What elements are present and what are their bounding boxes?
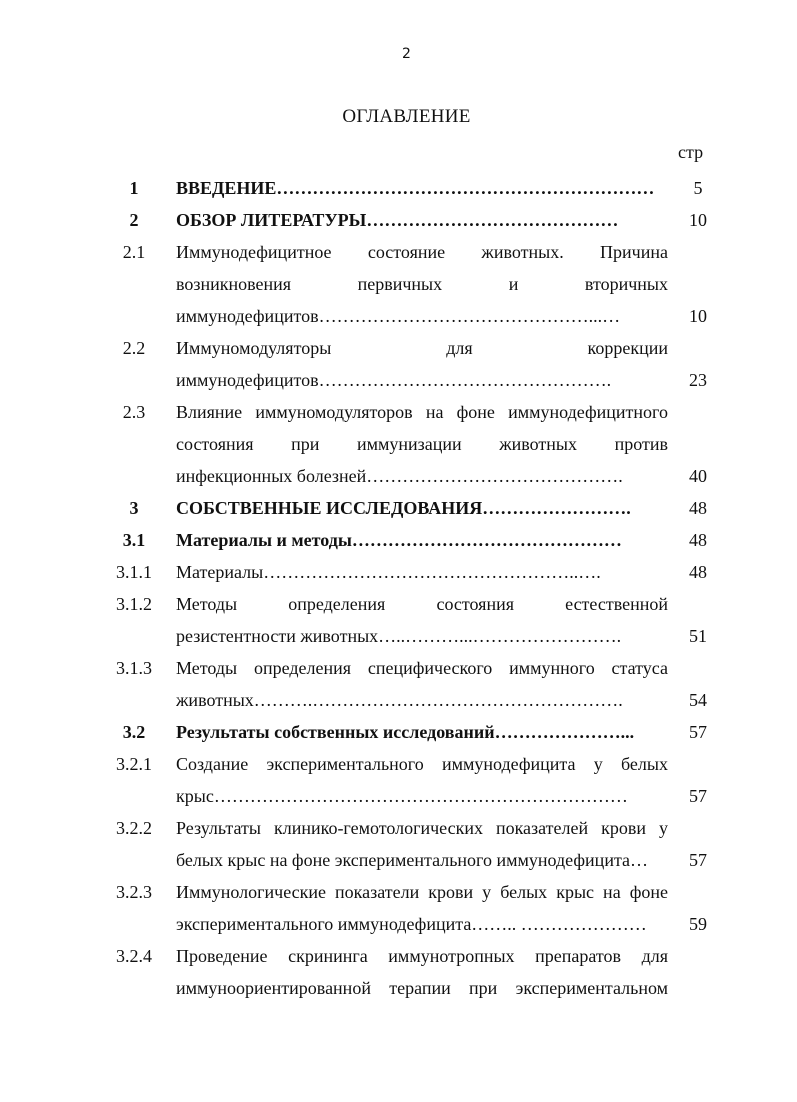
toc-entry-number: 2.1 <box>122 242 146 262</box>
toc-entry-page: 40 <box>689 466 707 486</box>
toc-entry-line: резистентности животных…..………...……………………. <box>176 626 622 646</box>
toc-entry-page: 48 <box>689 498 707 518</box>
toc-entry-line: ВВЕДЕНИЕ……………………………………………………… <box>176 178 655 198</box>
toc-entry-title <box>176 556 668 588</box>
toc-entry-line: Проведение скрининга иммунотропных препаратов для <box>176 946 668 966</box>
toc-entry-line: СОБСТВЕННЫЕ ИССЛЕДОВАНИЯ……………………. <box>176 498 631 518</box>
toc-entry-line: возникновения первичных и вторичных <box>176 274 668 294</box>
toc-entry-title <box>176 204 668 236</box>
toc-entry-number: 2.3 <box>122 402 146 422</box>
toc-entry-line: Материалы и методы……………………………………… <box>176 530 622 550</box>
toc-entry <box>0 652 797 716</box>
toc-entry-line: Создание экспериментального иммунодефицита у белых <box>176 754 668 774</box>
page-column-label: стр <box>678 142 704 162</box>
toc-entry-page: 51 <box>689 626 707 646</box>
toc-entry-line: Методы определения состояния естественной <box>176 594 668 614</box>
table-of-contents <box>0 172 797 1004</box>
toc-entry-page: 57 <box>689 850 707 870</box>
toc-entry-title <box>176 236 668 332</box>
toc-entry-page: 48 <box>689 562 707 582</box>
toc-entry-line: Результаты клинико-гемотологических показателей крови у <box>176 818 668 838</box>
toc-entry-title <box>176 940 668 1004</box>
toc-entry <box>0 172 797 204</box>
toc-entry-number: 3.1.2 <box>116 594 152 614</box>
toc-entry-number: 3.2.2 <box>116 818 152 838</box>
toc-entry-line: Влияние иммуномодуляторов на фоне иммунодефицитного <box>176 402 668 422</box>
toc-entry-line: иммунодефицитов…………………………………………. <box>176 370 612 390</box>
toc-entry-line: состояния при иммунизации животных против <box>176 434 668 454</box>
toc-entry-line: ОБЗОР ЛИТЕРАТУРЫ…………………………………… <box>176 210 619 230</box>
toc-entry-number: 3.1 <box>122 530 146 550</box>
toc-entry <box>0 588 797 652</box>
toc-entry-page: 48 <box>689 530 707 550</box>
toc-entry-line: Результаты собственных исследований…………………... <box>176 722 635 742</box>
toc-entry-line: крыс…………………………………………………………… <box>176 786 628 806</box>
toc-title: ОГЛАВЛЕНИЕ <box>342 106 471 127</box>
toc-entry-number: 3.2.1 <box>116 754 152 774</box>
toc-entry-number: 3 <box>129 498 139 518</box>
toc-entry-number: 2 <box>129 210 139 230</box>
toc-entry-page: 57 <box>689 786 707 806</box>
toc-entry-line: иммунодефицитов………………………………………...… <box>176 306 621 326</box>
toc-entry-title <box>176 172 668 204</box>
toc-entry-page: 23 <box>689 370 707 390</box>
toc-entry-line: Иммуномодуляторы для коррекции <box>176 338 668 358</box>
toc-entry-line: инфекционных болезней……………………………………. <box>176 466 623 486</box>
toc-entry <box>0 812 797 876</box>
toc-entry-line: Иммунодефицитное состояние животных. Причина <box>176 242 668 262</box>
toc-entry-number: 1 <box>129 178 139 198</box>
toc-entry-page: 57 <box>689 722 707 742</box>
toc-entry-line: Материалы……………………………………………..…. <box>176 562 601 582</box>
toc-entry-page: 10 <box>689 306 707 326</box>
toc-entry-number: 2.2 <box>122 338 146 358</box>
toc-entry-title <box>176 748 668 812</box>
toc-entry <box>0 236 797 332</box>
toc-entry-line: Методы определения специфического иммунного статуса <box>176 658 668 678</box>
toc-entry <box>0 876 797 940</box>
toc-entry-title <box>176 588 668 652</box>
toc-entry-title <box>176 524 668 556</box>
toc-entry-title <box>176 492 668 524</box>
toc-entry-page: 59 <box>689 914 707 934</box>
toc-entry-title <box>176 652 668 716</box>
toc-entry <box>0 332 797 396</box>
toc-entry <box>0 204 797 236</box>
page-number: 2 <box>402 46 411 62</box>
toc-entry <box>0 748 797 812</box>
toc-entry-title <box>176 396 668 492</box>
toc-entry <box>0 396 797 492</box>
toc-entry-number: 3.2.3 <box>116 882 152 902</box>
toc-entry-line: экспериментального иммунодефицита…….. ………………… <box>176 914 647 934</box>
toc-entry-line: Иммунологические показатели крови у белых крыс на фоне <box>176 882 668 902</box>
toc-entry-page: 54 <box>689 690 707 710</box>
toc-entry-page: 5 <box>693 178 703 198</box>
toc-entry <box>0 492 797 524</box>
toc-entry-number: 3.1.3 <box>116 658 152 678</box>
toc-entry-number: 3.2.4 <box>116 946 152 966</box>
toc-entry-line: животных……….……………………………………………. <box>176 690 623 710</box>
toc-entry-title <box>176 812 668 876</box>
toc-entry-title <box>176 876 668 940</box>
toc-entry-page: 10 <box>689 210 707 230</box>
toc-entry-number: 3.2 <box>122 722 146 742</box>
toc-entry <box>0 524 797 556</box>
toc-entry <box>0 940 797 1004</box>
toc-entry <box>0 716 797 748</box>
toc-entry-title <box>176 332 668 396</box>
toc-entry-line: белых крыс на фоне экспериментального иммунодефицита… <box>176 850 649 870</box>
toc-entry <box>0 556 797 588</box>
toc-entry-title <box>176 716 668 748</box>
toc-entry-line: иммуноориентированной терапии при экспериментальном <box>176 978 668 998</box>
toc-entry-number: 3.1.1 <box>116 562 152 582</box>
